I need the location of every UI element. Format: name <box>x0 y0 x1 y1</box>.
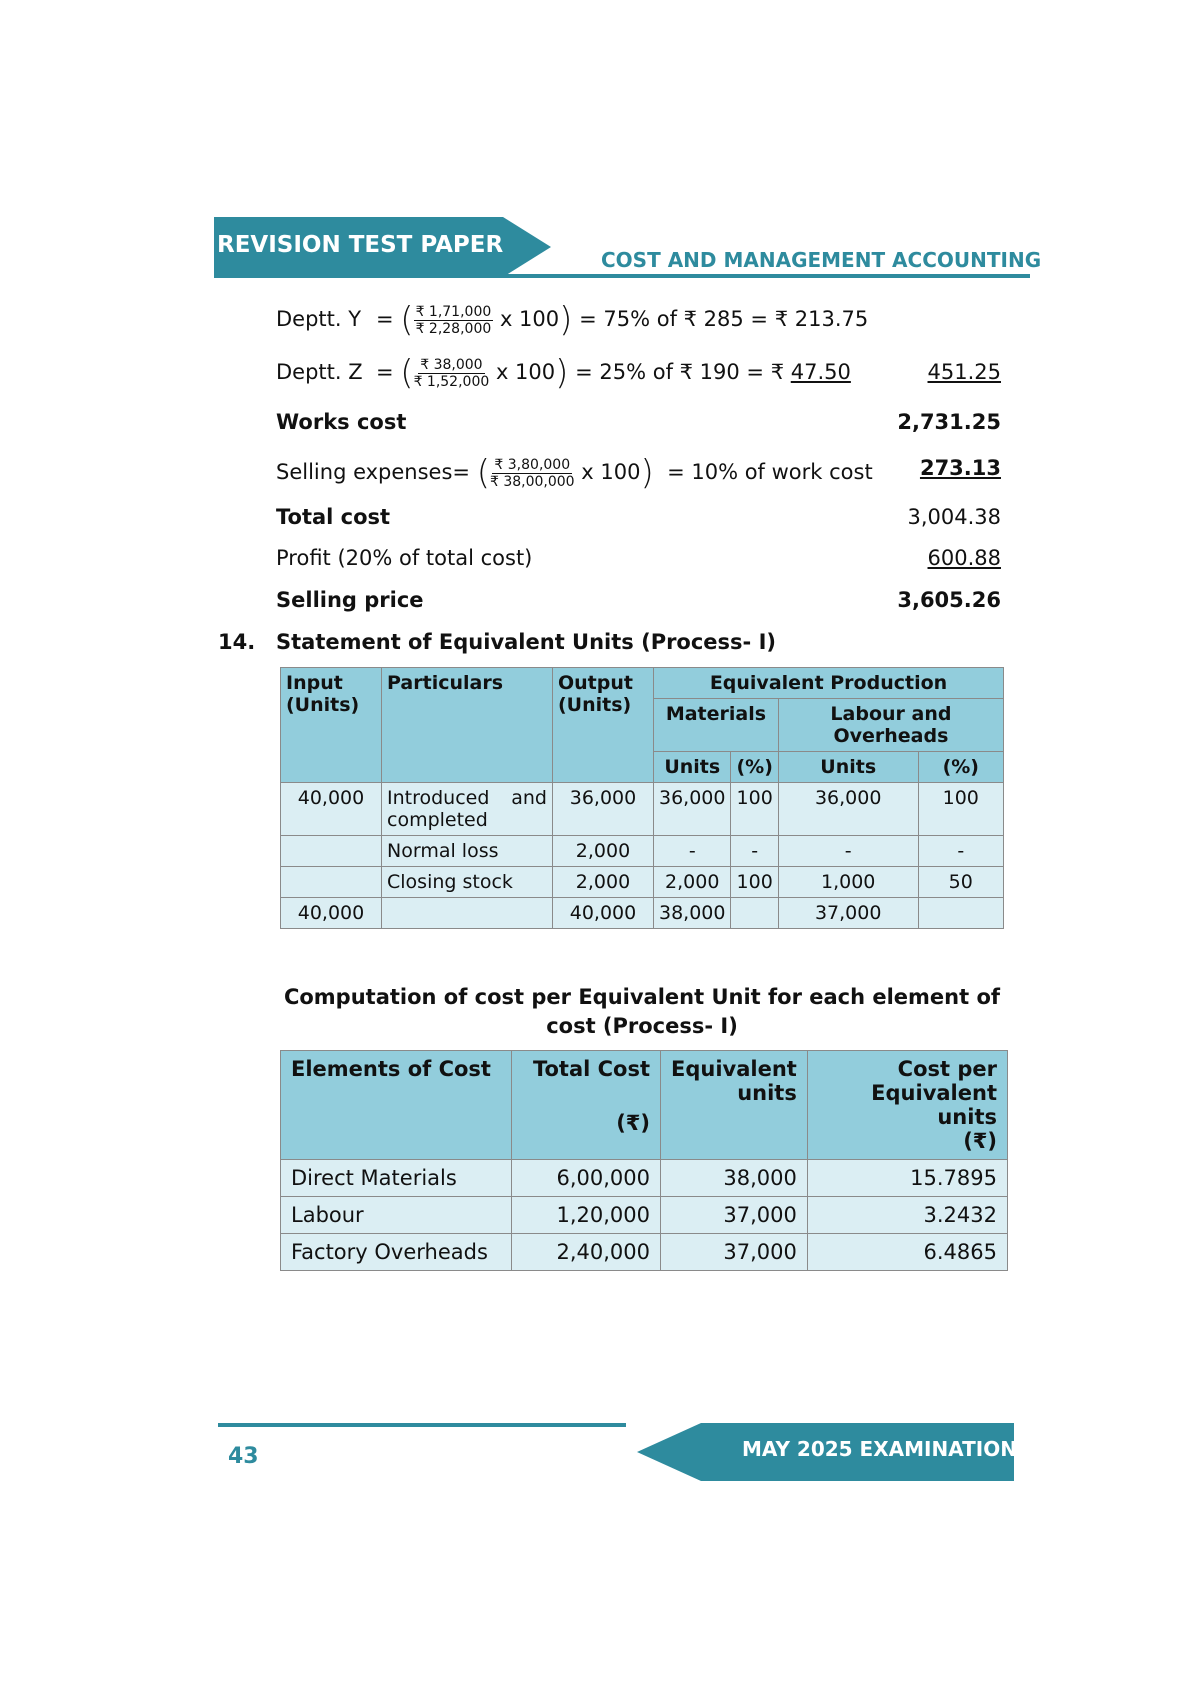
input-cell: 40,000 <box>281 783 382 836</box>
close-paren: ) <box>559 300 573 340</box>
materials-units-cell: 2,000 <box>654 867 731 898</box>
labour-header: Labour and Overheads <box>778 699 1003 752</box>
cost-per-unit-header <box>807 1051 1007 1160</box>
elements-header: Elements of Cost <box>281 1051 512 1160</box>
equiv-units-header: Equivalent units <box>661 1051 808 1160</box>
equiv-production-header: Equivalent Production <box>654 668 1004 699</box>
total-cost-cell: 2,40,000 <box>512 1234 661 1271</box>
selling-exp-formula <box>276 453 873 493</box>
cost-per-unit-cell: 6.4865 <box>807 1234 1007 1271</box>
dept-y-eq: = <box>376 307 394 331</box>
dept-y-label: Deptt. Y <box>276 307 362 331</box>
dept-y-result: = 75% of ₹ 285 = ₹ 213.75 <box>579 307 869 331</box>
dept-y-formula <box>376 300 868 340</box>
dept-z-formula <box>376 353 851 393</box>
total-cost-cell: 1,20,000 <box>512 1197 661 1234</box>
footer-arrow <box>637 1423 701 1481</box>
labour-pct-cell: - <box>918 836 1003 867</box>
output-cell: 2,000 <box>553 836 654 867</box>
dept-y-mult: x 100 <box>499 307 560 331</box>
open-paren: ( <box>400 353 414 393</box>
dept-y-denominator: ₹ 2,28,000 <box>415 320 492 337</box>
element-cell: Factory Overheads <box>281 1234 512 1271</box>
total-cost-label: Total cost <box>276 505 391 529</box>
selling-exp-mult: x 100 <box>581 460 641 484</box>
dept-z-mult: x 100 <box>495 360 556 384</box>
table-row <box>281 1197 1008 1234</box>
materials-pct-cell <box>731 898 778 929</box>
header-subject: COST AND MANAGEMENT ACCOUNTING <box>601 248 1042 272</box>
particulars-cell: Normal loss <box>382 836 553 867</box>
cost-per-unit-table <box>280 1050 1008 1271</box>
materials-pct-cell: 100 <box>731 867 778 898</box>
equiv-units-cell: 37,000 <box>661 1234 808 1271</box>
input-cell <box>281 836 382 867</box>
footer-rule <box>218 1423 626 1427</box>
header-title: REVISION TEST PAPER <box>217 232 504 258</box>
section-title: Statement of Equivalent Units (Process- I) <box>276 630 776 654</box>
selling-exp-fraction <box>490 457 575 490</box>
dept-y-fraction <box>414 304 494 337</box>
labour-units-cell: - <box>778 836 918 867</box>
dept-z-label: Deptt. Z <box>276 360 363 384</box>
table-row <box>281 1234 1008 1271</box>
dept-z-fraction <box>414 357 490 390</box>
labour-units-header: Units <box>778 752 918 783</box>
table-total-row <box>281 898 1004 929</box>
open-paren: ( <box>400 300 414 340</box>
materials-units-total-cell: 38,000 <box>654 898 731 929</box>
labour-pct-cell <box>918 898 1003 929</box>
dept-z-eq: = <box>376 360 394 384</box>
materials-pct-header: (%) <box>731 752 778 783</box>
materials-units-cell: 36,000 <box>654 783 731 836</box>
cost-per-unit-cell: 3.2432 <box>807 1197 1007 1234</box>
close-paren: ) <box>640 453 654 493</box>
header-arrow <box>503 217 551 277</box>
page-number: 43 <box>228 1444 259 1469</box>
total-cost-amount: 3,004.38 <box>907 505 1001 529</box>
table-row <box>281 836 1004 867</box>
dept-z-result: = 25% of ₹ 190 = ₹ <box>575 360 785 384</box>
footer-exam: MAY 2025 EXAMINATION <box>742 1437 1017 1461</box>
dept-z-result-value: 47.50 <box>790 360 851 384</box>
col-output-header: Output (Units) <box>553 668 654 783</box>
equivalent-units-table <box>280 667 1004 929</box>
computation-title <box>280 983 1004 1041</box>
works-cost-label: Works cost <box>276 410 407 434</box>
dept-z-denominator: ₹ 1,52,000 <box>413 373 490 390</box>
total-cost-header-unit: (₹) <box>616 1111 650 1135</box>
selling-price-label: Selling price <box>276 588 424 612</box>
materials-units-header: Units <box>654 752 731 783</box>
cost-per-unit-cell: 15.7895 <box>807 1160 1007 1197</box>
col-input-header: Input (Units) <box>281 668 382 783</box>
input-total-cell: 40,000 <box>281 898 382 929</box>
input-cell <box>281 867 382 898</box>
particulars-cell: Closing stock <box>382 867 553 898</box>
particulars-cell: Introduced and completed <box>382 783 553 836</box>
table-row <box>281 1160 1008 1197</box>
output-cell: 36,000 <box>553 783 654 836</box>
open-paren: ( <box>476 453 490 493</box>
labour-units-cell: 1,000 <box>778 867 918 898</box>
table-row <box>281 783 1004 836</box>
section-number: 14. <box>218 630 256 654</box>
profit-amount: 600.88 <box>927 546 1001 570</box>
materials-header: Materials <box>654 699 779 752</box>
labour-pct-cell: 100 <box>918 783 1003 836</box>
selling-exp-numerator: ₹ 3,80,000 <box>494 456 571 473</box>
close-paren: ) <box>555 353 569 393</box>
computation-title-line2: cost (Process- I) <box>546 1014 738 1038</box>
table-row <box>281 867 1004 898</box>
labour-units-total-cell: 37,000 <box>778 898 918 929</box>
dept-y-numerator: ₹ 1,71,000 <box>415 303 492 320</box>
total-cost-header-label: Total Cost <box>532 1057 650 1081</box>
selling-exp-label: Selling expenses= <box>276 460 471 484</box>
materials-units-cell: - <box>654 836 731 867</box>
dept-z-amount: 451.25 <box>927 360 1001 384</box>
cost-per-unit-header-unit: (₹) <box>963 1129 997 1153</box>
dept-z-numerator: ₹ 38,000 <box>420 356 483 373</box>
col-particulars-header: Particulars <box>382 668 553 783</box>
output-cell: 2,000 <box>553 867 654 898</box>
selling-price-amount: 3,605.26 <box>897 588 1001 612</box>
total-cost-cell: 6,00,000 <box>512 1160 661 1197</box>
particulars-cell <box>382 898 553 929</box>
element-cell: Labour <box>281 1197 512 1234</box>
equiv-units-cell: 37,000 <box>661 1197 808 1234</box>
output-total-cell: 40,000 <box>553 898 654 929</box>
selling-exp-result: = 10% of work cost <box>667 460 873 484</box>
selling-exp-denominator: ₹ 38,00,000 <box>489 473 575 490</box>
header-rule <box>214 274 1030 278</box>
labour-units-cell: 36,000 <box>778 783 918 836</box>
selling-exp-amount: 273.13 <box>919 456 1001 480</box>
materials-pct-cell: 100 <box>731 783 778 836</box>
total-cost-header <box>512 1051 661 1160</box>
works-cost-amount: 2,731.25 <box>897 410 1001 434</box>
labour-pct-cell: 50 <box>918 867 1003 898</box>
computation-title-line1: Computation of cost per Equivalent Unit for each element of <box>283 985 1001 1009</box>
materials-pct-cell: - <box>731 836 778 867</box>
cost-per-unit-header-label: Cost per Equivalent units <box>871 1057 997 1129</box>
equiv-units-cell: 38,000 <box>661 1160 808 1197</box>
element-cell: Direct Materials <box>281 1160 512 1197</box>
profit-label: Profit (20% of total cost) <box>276 546 533 570</box>
labour-pct-header: (%) <box>918 752 1003 783</box>
